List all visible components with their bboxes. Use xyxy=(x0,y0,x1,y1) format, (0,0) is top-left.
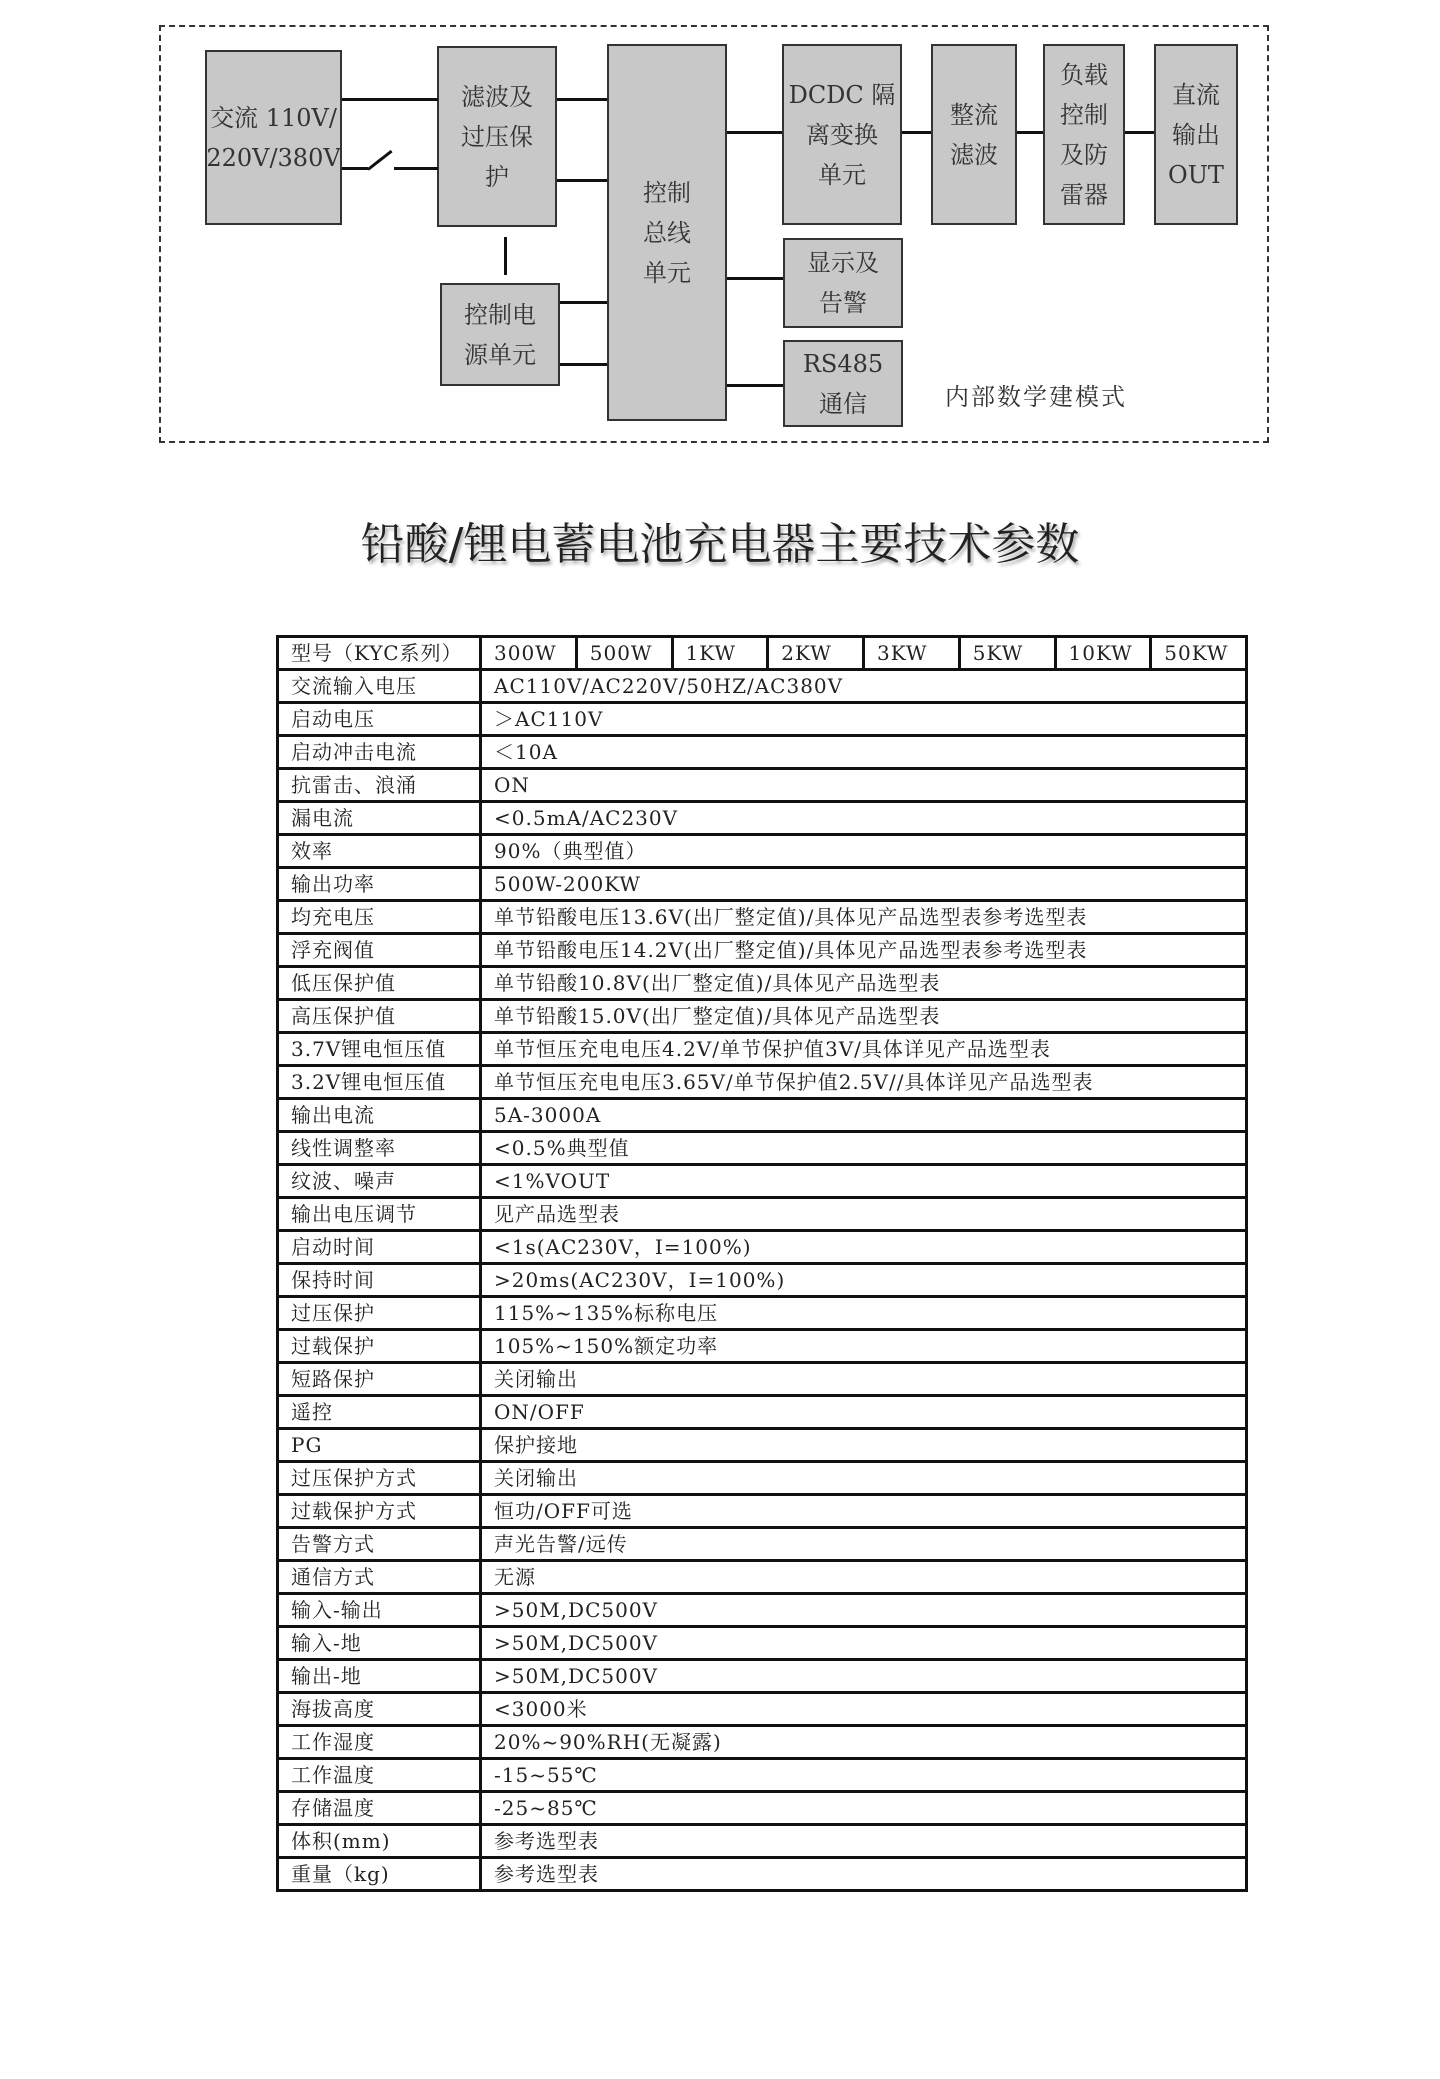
row-label: 过压保护方式 xyxy=(278,1462,481,1495)
row-label: 3.2V锂电恒压值 xyxy=(278,1066,481,1099)
display-alarm-label: 显示及 告警 xyxy=(807,249,879,317)
model-label-cell: 型号（KYC系列） xyxy=(278,637,481,670)
row-value: 关闭输出 xyxy=(481,1363,1247,1396)
row-label: 存储温度 xyxy=(278,1792,481,1825)
wire-bus-rs485 xyxy=(727,384,783,387)
row-value: ＞AC110V xyxy=(481,703,1247,736)
table-row xyxy=(278,1363,1247,1396)
row-label: 线性调整率 xyxy=(278,1132,481,1165)
row-value: <0.5mA/AC230V xyxy=(481,802,1247,835)
row-label: 低压保护值 xyxy=(278,967,481,1000)
row-label: 过压保护 xyxy=(278,1297,481,1330)
row-label: 工作湿度 xyxy=(278,1726,481,1759)
row-label: 漏电流 xyxy=(278,802,481,835)
table-row xyxy=(278,769,1247,802)
row-label: 海拔高度 xyxy=(278,1693,481,1726)
dcdc-block xyxy=(782,44,902,225)
row-value: 单节铅酸10.8V(出厂整定值)/具体见产品选型表 xyxy=(481,967,1247,1000)
row-label: 输出电压调节 xyxy=(278,1198,481,1231)
table-row xyxy=(278,1000,1247,1033)
dc-output-block xyxy=(1154,44,1238,225)
rectify-filter-label: 整流 滤波 xyxy=(950,100,998,169)
table-row xyxy=(278,1033,1247,1066)
row-value: 单节铅酸电压14.2V(出厂整定值)/具体见产品选型表参考选型表 xyxy=(481,934,1247,967)
wire-power-bus-a xyxy=(560,301,607,304)
row-label: 抗雷击、浪涌 xyxy=(278,769,481,802)
row-value: <1%VOUT xyxy=(481,1165,1247,1198)
row-label: 体积(mm) xyxy=(278,1825,481,1858)
block-diagram xyxy=(159,25,1269,443)
row-label: 输入-地 xyxy=(278,1627,481,1660)
model-cell: 5KW xyxy=(958,638,1054,668)
wire-bus-dcdc xyxy=(727,131,782,134)
wire-ac-bottom-b xyxy=(394,167,438,170)
table-row xyxy=(278,1858,1247,1891)
row-value: 保护接地 xyxy=(481,1429,1247,1462)
row-label: 启动时间 xyxy=(278,1231,481,1264)
control-bus-block xyxy=(607,44,727,421)
table-row xyxy=(278,1198,1247,1231)
row-value: 单节恒压充电电压4.2V/单节保护值3V/具体详见产品选型表 xyxy=(481,1033,1247,1066)
control-power-block xyxy=(440,283,560,386)
table-row xyxy=(278,1396,1247,1429)
row-value: 115%~135%标称电压 xyxy=(481,1297,1247,1330)
table-row xyxy=(278,1825,1247,1858)
model-cell: 50KW xyxy=(1149,638,1245,668)
control-bus-label: 控制 总线 单元 xyxy=(643,178,691,287)
table-row xyxy=(278,1495,1247,1528)
table-row xyxy=(278,1693,1247,1726)
table-row xyxy=(278,901,1247,934)
table-row xyxy=(278,1792,1247,1825)
table-row xyxy=(278,967,1247,1000)
row-label: 均充电压 xyxy=(278,901,481,934)
model-cell: 3KW xyxy=(862,638,958,668)
row-value: 参考选型表 xyxy=(481,1858,1247,1891)
row-value: -25~85℃ xyxy=(481,1792,1247,1825)
row-label: 通信方式 xyxy=(278,1561,481,1594)
row-label: 浮充阀值 xyxy=(278,934,481,967)
load-control-block xyxy=(1043,44,1125,225)
row-value: 声光告警/远传 xyxy=(481,1528,1247,1561)
row-value: <0.5%典型值 xyxy=(481,1132,1247,1165)
row-value: >50M,DC500V xyxy=(481,1594,1247,1627)
row-label: 工作温度 xyxy=(278,1759,481,1792)
row-value: <3000米 xyxy=(481,1693,1247,1726)
row-value: 恒功/OFF可选 xyxy=(481,1495,1247,1528)
row-label: 告警方式 xyxy=(278,1528,481,1561)
filter-protect-label: 滤波及 过压保 护 xyxy=(461,82,533,191)
table-row xyxy=(278,1759,1247,1792)
row-label: 输出-地 xyxy=(278,1660,481,1693)
table-row xyxy=(278,1066,1247,1099)
row-value: 见产品选型表 xyxy=(481,1198,1247,1231)
row-value: ON/OFF xyxy=(481,1396,1247,1429)
row-value: 105%~150%额定功率 xyxy=(481,1330,1247,1363)
row-label: 启动冲击电流 xyxy=(278,736,481,769)
wire-filter-power xyxy=(504,237,507,275)
table-row xyxy=(278,1297,1247,1330)
table-row xyxy=(278,835,1247,868)
spec-table xyxy=(276,635,1248,1892)
table-row xyxy=(278,670,1247,703)
row-value: ＜10A xyxy=(481,736,1247,769)
table-row xyxy=(278,703,1247,736)
wire-power-bus-b xyxy=(560,363,607,366)
table-row xyxy=(278,1099,1247,1132)
row-label: 纹波、噪声 xyxy=(278,1165,481,1198)
model-cell: 2KW xyxy=(766,638,862,668)
row-value: 单节铅酸电压13.6V(出厂整定值)/具体见产品选型表参考选型表 xyxy=(481,901,1247,934)
row-value: AC110V/AC220V/50HZ/AC380V xyxy=(481,670,1247,703)
table-row-model xyxy=(278,637,1247,670)
row-value: 无源 xyxy=(481,1561,1247,1594)
row-value: ON xyxy=(481,769,1247,802)
table-row xyxy=(278,1165,1247,1198)
row-value: 单节恒压充电电压3.65V/单节保护值2.5V//具体详见产品选型表 xyxy=(481,1066,1247,1099)
table-row xyxy=(278,802,1247,835)
wire-filter-bus-bottom xyxy=(557,179,607,182)
row-label: 保持时间 xyxy=(278,1264,481,1297)
diagram-caption: 内部数学建模式 xyxy=(945,383,1127,411)
row-value: 单节铅酸15.0V(出厂整定值)/具体见产品选型表 xyxy=(481,1000,1247,1033)
rs485-label: RS485 通信 xyxy=(802,349,884,418)
model-list xyxy=(482,638,1245,668)
display-alarm-block xyxy=(783,238,903,328)
row-label: 过载保护方式 xyxy=(278,1495,481,1528)
row-label: 效率 xyxy=(278,835,481,868)
row-label: 过载保护 xyxy=(278,1330,481,1363)
row-label: 重量（kg) xyxy=(278,1858,481,1891)
model-values-cell xyxy=(481,637,1247,670)
rs485-block xyxy=(783,340,903,427)
table-row xyxy=(278,1528,1247,1561)
wire-bus-display xyxy=(727,277,783,280)
row-value: 90%（典型值） xyxy=(481,835,1247,868)
page-title: 铅酸/锂电蓄电池充电器主要技术参数 xyxy=(360,519,1080,570)
ac-input-label: 交流 110V/ 220V/380V xyxy=(206,103,341,172)
row-label: 启动电压 xyxy=(278,703,481,736)
filter-protect-block xyxy=(437,46,557,227)
ac-input-block xyxy=(205,50,342,225)
row-label: 交流输入电压 xyxy=(278,670,481,703)
dc-output-label: 直流 输出 OUT xyxy=(1168,80,1224,189)
wire-ac-top xyxy=(342,98,438,101)
row-label: 高压保护值 xyxy=(278,1000,481,1033)
row-value: >50M,DC500V xyxy=(481,1660,1247,1693)
model-cell: 300W xyxy=(494,641,557,665)
wire-load-output xyxy=(1125,131,1154,134)
row-value: 500W-200KW xyxy=(481,868,1247,901)
load-control-label: 负载 控制 及防 雷器 xyxy=(1060,60,1108,209)
table-row xyxy=(278,1330,1247,1363)
row-value: >20ms(AC230V，I=100%) xyxy=(481,1264,1247,1297)
row-label: PG xyxy=(278,1429,481,1462)
table-row xyxy=(278,1561,1247,1594)
model-cell: 1KW xyxy=(671,638,767,668)
table-row xyxy=(278,1231,1247,1264)
wire-filter-bus-top xyxy=(557,98,607,101)
row-label: 输出电流 xyxy=(278,1099,481,1132)
row-value: 参考选型表 xyxy=(481,1825,1247,1858)
row-value: >50M,DC500V xyxy=(481,1627,1247,1660)
model-cell: 500W xyxy=(575,638,671,668)
row-value: -15~55℃ xyxy=(481,1759,1247,1792)
table-row xyxy=(278,1660,1247,1693)
row-label: 短路保护 xyxy=(278,1363,481,1396)
table-row xyxy=(278,736,1247,769)
wire-rectify-load xyxy=(1017,131,1043,134)
table-row xyxy=(278,1627,1247,1660)
table-row xyxy=(278,1594,1247,1627)
switch-icon xyxy=(367,150,392,171)
table-row xyxy=(278,1429,1247,1462)
row-label: 输出功率 xyxy=(278,868,481,901)
table-row xyxy=(278,1726,1247,1759)
model-cell: 10KW xyxy=(1054,638,1150,668)
row-label: 遥控 xyxy=(278,1396,481,1429)
row-label: 3.7V锂电恒压值 xyxy=(278,1033,481,1066)
table-row xyxy=(278,868,1247,901)
table-row xyxy=(278,1132,1247,1165)
table-row xyxy=(278,934,1247,967)
row-value: <1s(AC230V，I=100%) xyxy=(481,1231,1247,1264)
row-value: 20%~90%RH(无凝露) xyxy=(481,1726,1247,1759)
wire-dcdc-rectify xyxy=(902,131,931,134)
table-row xyxy=(278,1264,1247,1297)
row-value: 5A-3000A xyxy=(481,1099,1247,1132)
table-row xyxy=(278,1462,1247,1495)
row-label: 输入-输出 xyxy=(278,1594,481,1627)
rectify-filter-block xyxy=(931,44,1017,225)
dcdc-label: DCDC 隔 离变换 单元 xyxy=(788,80,896,189)
wire-ac-bottom-a xyxy=(342,167,368,170)
control-power-label: 控制电 源单元 xyxy=(464,300,536,369)
row-value: 关闭输出 xyxy=(481,1462,1247,1495)
